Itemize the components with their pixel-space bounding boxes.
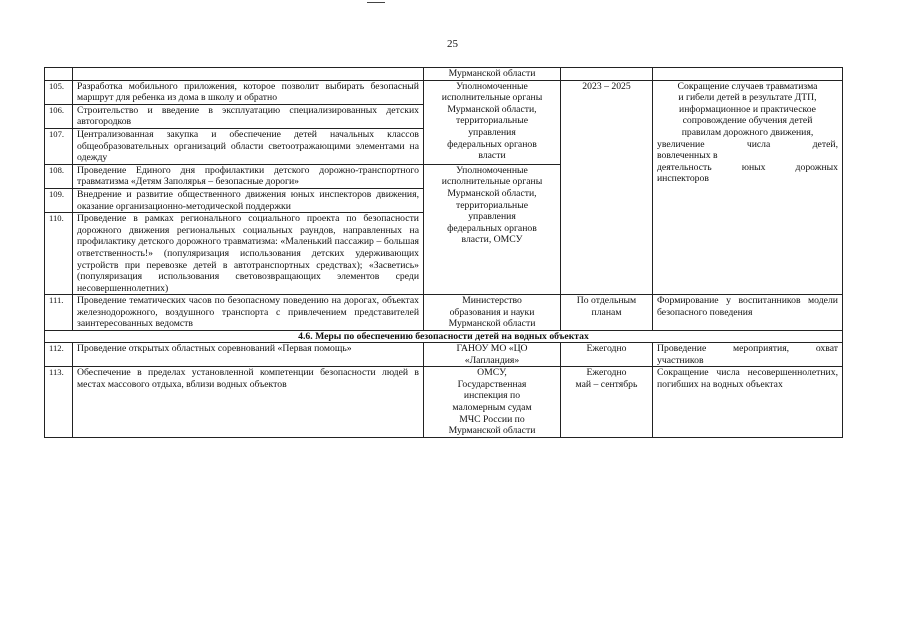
row-number: 107.: [45, 128, 73, 164]
cell-num-empty: [45, 68, 73, 81]
term-cell: Ежегодно май – сентябрь: [561, 367, 653, 438]
table-row: [45, 80, 843, 104]
executor-cell: ОМСУ, Государственная инспекция по маломерным судам МЧС России по Мурманской области: [424, 367, 561, 438]
term-cell: 2023 – 2025: [561, 80, 653, 295]
result-cell: Сокращение числа несовершеннолетних, погибших на водных объектах: [653, 367, 843, 438]
table-row: [45, 343, 843, 367]
term-cell: Ежегодно: [561, 343, 653, 367]
event-text: Проведение тематических часов по безопасному поведению на дорогах, объектах железнодорожного, воздушного транспорта с привлечением представителей заинтересованных ведомств: [73, 295, 424, 331]
event-text: Обеспечение в пределах установленной компетенции безопасности людей в местах массового отдыха, вблизи водных объектов: [73, 367, 424, 438]
executor-cell: Уполномоченные исполнительные органы Мурманской области, территориальные управления федеральных органов власти, ОМСУ: [424, 164, 561, 295]
event-text: Разработка мобильного приложения, которое позволит выбирать безопасный маршрут для ребенка из дома в школу и обратно: [73, 80, 424, 104]
cell-result-empty: [653, 68, 843, 81]
cell-exec-continued: Мурманской области: [424, 68, 561, 81]
event-text: Внедрение и развитие общественного движения юных инспекторов движения, оказание организационно-методической поддержки: [73, 188, 424, 212]
row-number: 109.: [45, 188, 73, 212]
row-number: 105.: [45, 80, 73, 104]
table-row: [45, 68, 843, 81]
executor-cell: Министерство образования и науки Мурманской области: [424, 295, 561, 331]
term-cell: По отдельным планам: [561, 295, 653, 331]
top-mark: [367, 2, 385, 3]
section-row: [45, 331, 843, 343]
measures-table: [44, 67, 843, 438]
result-cell: Формирование у воспитанников модели безопасного поведения: [653, 295, 843, 331]
event-text: Проведение открытых областных соревнований «Первая помощь»: [73, 343, 424, 367]
cell-term-empty: [561, 68, 653, 81]
table-row: [45, 367, 843, 438]
section-title: 4.6. Меры по обеспечению безопасности детей на водных объектах: [45, 331, 843, 343]
event-text: Проведение в рамках регионального социального проекта по безопасности дорожного движения региональных социальных раундов, направленных на профилактику детского дорожного травматизма: «Маленький пассажир – большая ответственность!» (популяризация использования детских удерживающих устройств при перевозке детей в автотранспортных средствах); «Засветись» (популяризация использования световозвращающих элементов среди несовершеннолетних): [73, 213, 424, 295]
table-row: [45, 295, 843, 331]
row-number: 111.: [45, 295, 73, 331]
event-text: Проведение Единого дня профилактики детского дорожно-транспортного травматизма «Детям Заполярья – безопасные дороги»: [73, 164, 424, 188]
executor-cell: ГАНОУ МО «ЦО «Лапландия»: [424, 343, 561, 367]
event-text: Строительство и введение в эксплуатацию специализированных детских автогородков: [73, 104, 424, 128]
row-number: 108.: [45, 164, 73, 188]
page-number: 25: [447, 38, 458, 50]
row-number: 113.: [45, 367, 73, 438]
cell-text-empty: [73, 68, 424, 81]
event-text: Централизованная закупка и обеспечение детей начальных классов общеобразовательных организаций области светоотражающими элементами на одежду: [73, 128, 424, 164]
row-number: 112.: [45, 343, 73, 367]
row-number: 110.: [45, 213, 73, 295]
result-cell: Сокращение случаев травматизма и гибели детей в результате ДТП, информационное и практическое сопровождение обучения детей правилам дорожного движения, увеличение числа детей, вовлеченных в деятельность юных дорожных инспекторов: [653, 80, 843, 295]
result-cell: Проведение мероприятия, охват участников: [653, 343, 843, 367]
executor-cell: Уполномоченные исполнительные органы Мурманской области, территориальные управления федеральных органов власти: [424, 80, 561, 164]
row-number: 106.: [45, 104, 73, 128]
